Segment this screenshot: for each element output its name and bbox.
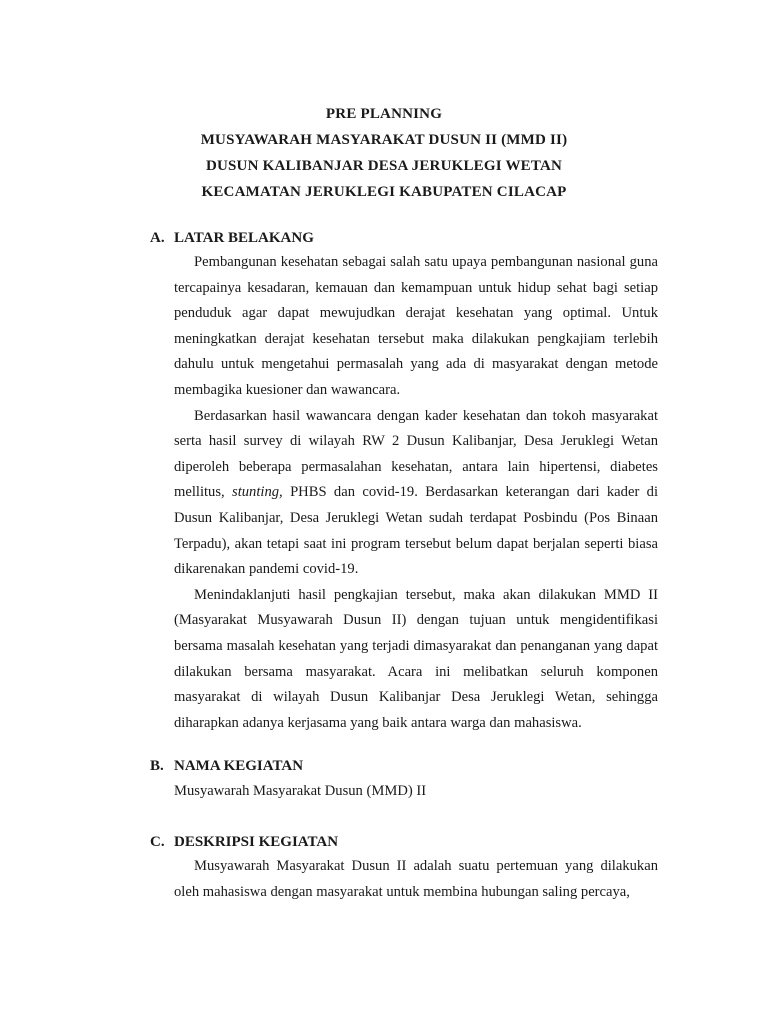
section-a-paragraph-1: Pembangunan kesehatan sebagai salah satu upaya pembangunan nasional guna tercapainya kesadaran, kemauan dan kemampuan untuk hidup sehat bagi setiap penduduk agar dapat mewujudkan derajat kesehatan yang optimal. Untuk meningkatkan derajat kesehatan tersebut maka dilakukan pengkajiam terlebih dahulu untuk mengetahui permasalah yang ada di masyarakat dengan metode membagika kuesioner dan wawancara. <box>174 254 658 398</box>
section-b-letter: B. <box>150 758 164 774</box>
stunting-term: stunting, <box>232 484 283 501</box>
document-title <box>0 101 768 205</box>
section-c-paragraph-1: Musyawarah Masyarakat Dusun II adalah suatu pertemuan yang dilakukan oleh mahasiswa dengan masyarakat untuk membina hubungan saling percaya, <box>174 858 658 900</box>
section-a-heading <box>150 228 314 248</box>
title-line-1: PRE PLANNING <box>325 106 443 122</box>
section-b-title: NAMA KEGIATAN <box>174 758 304 774</box>
section-a-paragraph-2-end: PHBS dan covid-19. Berdasarkan keterangan dari kader di Dusun Kalibanjar, Desa Jeruklegi Wetan sudah terdapat Posbindu (Pos Binaan Terpadu), akan tetapi saat ini program tersebut belum dapat berjalan seperti biasa dikarenakan pandemi covid-19. <box>174 484 658 578</box>
section-b-text: Musyawarah Masyarakat Dusun (MMD) II <box>174 783 427 799</box>
section-a-title: LATAR BELAKANG <box>174 230 314 246</box>
section-a-paragraph-3: Menindaklanjuti hasil pengkajian tersebut, maka akan dilakukan MMD II (Masyarakat Musyawarah Dusun II) dengan tujuan untuk mengidentifikasi bersama masalah kesehatan yang terjadi dimasyarakat dan penanganan yang dapat dilakukan bersama masyarakat. Acara ini melibatkan seluruh komponen masyarakat di wilayah Dusun Kalibanjar Desa Jeruklegi Wetan, sehingga diharapkan adanya kerjasama yang baik antara warga dan mahasiswa. <box>174 586 658 731</box>
title-line-3: DUSUN KALIBANJAR DESA JERUKLEGI WETAN <box>205 158 563 174</box>
section-a-paragraph-2 <box>174 404 658 583</box>
section-c-heading <box>150 832 338 852</box>
section-c-body <box>174 854 658 905</box>
title-line-4: KECAMATAN JERUKLEGI KABUPATEN CILACAP <box>201 184 567 200</box>
section-c-letter: C. <box>150 834 165 850</box>
section-a-paragraph-2-start: Berdasarkan hasil wawancara dengan kader kesehatan dan tokoh masyarakat serta hasil survey di wilayah RW 2 Dusun Kalibanjar, Desa Jeruklegi Wetan diperoleh beberapa permasalahan kesehatan, antara lain hipertensi, diabetes mellitus, <box>174 407 658 501</box>
section-b-body <box>174 779 658 805</box>
section-a-body <box>174 250 658 736</box>
section-a-letter: A. <box>150 230 165 246</box>
section-c-title: DESKRIPSI KEGIATAN <box>174 834 339 850</box>
title-line-2: MUSYAWARAH MASYARAKAT DUSUN II (MMD II) <box>200 132 568 148</box>
section-b-heading <box>150 756 303 776</box>
